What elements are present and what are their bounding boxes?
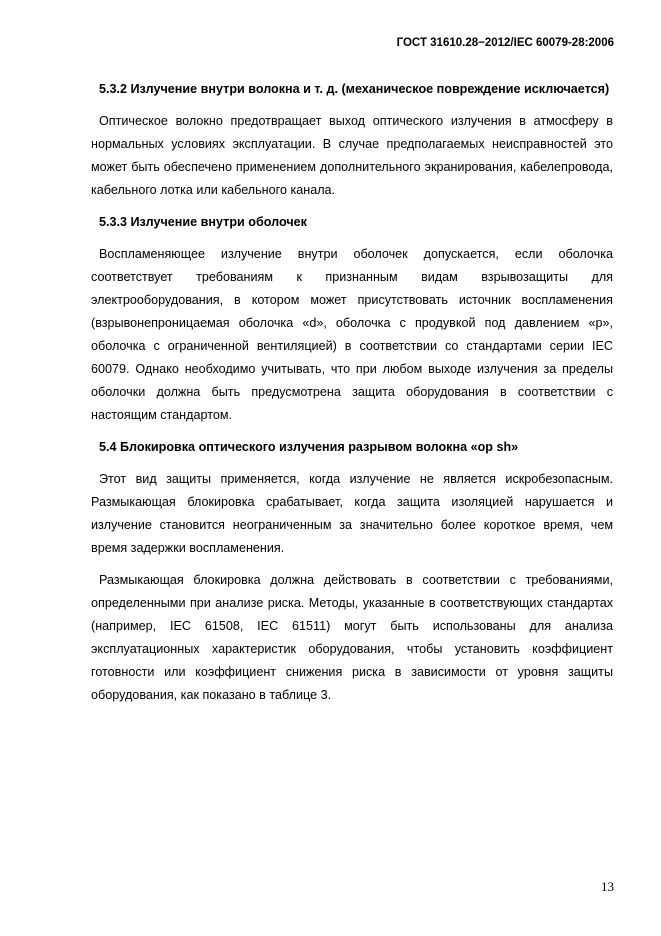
- document-header-standard-code: ГОСТ 31610.28−2012/IEC 60079-28:2006: [396, 37, 614, 49]
- page-number: 13: [601, 879, 614, 894]
- paragraph-optical-fiber: Оптическое волокно предотвращает выход оптического излучения в атмосферу в нормальных условиях эксплуатации. В случае предполагаемых неисправностей это может быть обеспечено применением дополнительного экранирования, кабелепровода, кабельного лотка или кабельного канала.: [91, 114, 613, 197]
- paragraph-interlock-application: Этот вид защиты применяется, когда излучение не является искробезопасным. Размыкающая блокировка срабатывает, когда защита изоляцией нарушается и излучение становится неограниченным за значительно более короткое время, чем время задержки воспламенения.: [91, 472, 613, 555]
- document-body: [91, 78, 613, 716]
- paragraph-interlock-risk-analysis: Размыкающая блокировка должна действовать в соответствии с требованиями, определенными при анализе риска. Методы, указанные в соответствующих стандартах (например, IEC 61508, IEC 61511) могут быть использованы для анализа эксплуатационных характеристик оборудования, чтобы установить коэффициент готовности или коэффициент снижения риска в зависимости от уровня защиты оборудования, как показано в таблице 3.: [91, 573, 613, 702]
- section-heading-5-3-2: 5.3.2 Излучение внутри волокна и т. д. (механическое повреждение исключается): [99, 82, 610, 96]
- section-heading-5-4: 5.4 Блокировка оптического излучения разрывом волокна «op sh»: [99, 440, 519, 454]
- paragraph-enclosure-radiation: Воспламеняющее излучение внутри оболочек допускается, если оболочка соответствует требованиям к признанным видам взрывозащиты для электрооборудования, в котором может присутствовать источник воспламенения (взрывонепроницаемая оболочка «d», оболочка с продувкой под давлением «p», оболочка с ограниченной вентиляцией) в соответствии со стандартами серии IEC 60079. Однако необходимо учитывать, что при любом выходе излучения за пределы оболочки должна быть предусмотрена защита оборудования в соответствии с настоящим стандартом.: [91, 247, 613, 422]
- section-heading-5-3-3: 5.3.3 Излучение внутри оболочек: [99, 215, 307, 229]
